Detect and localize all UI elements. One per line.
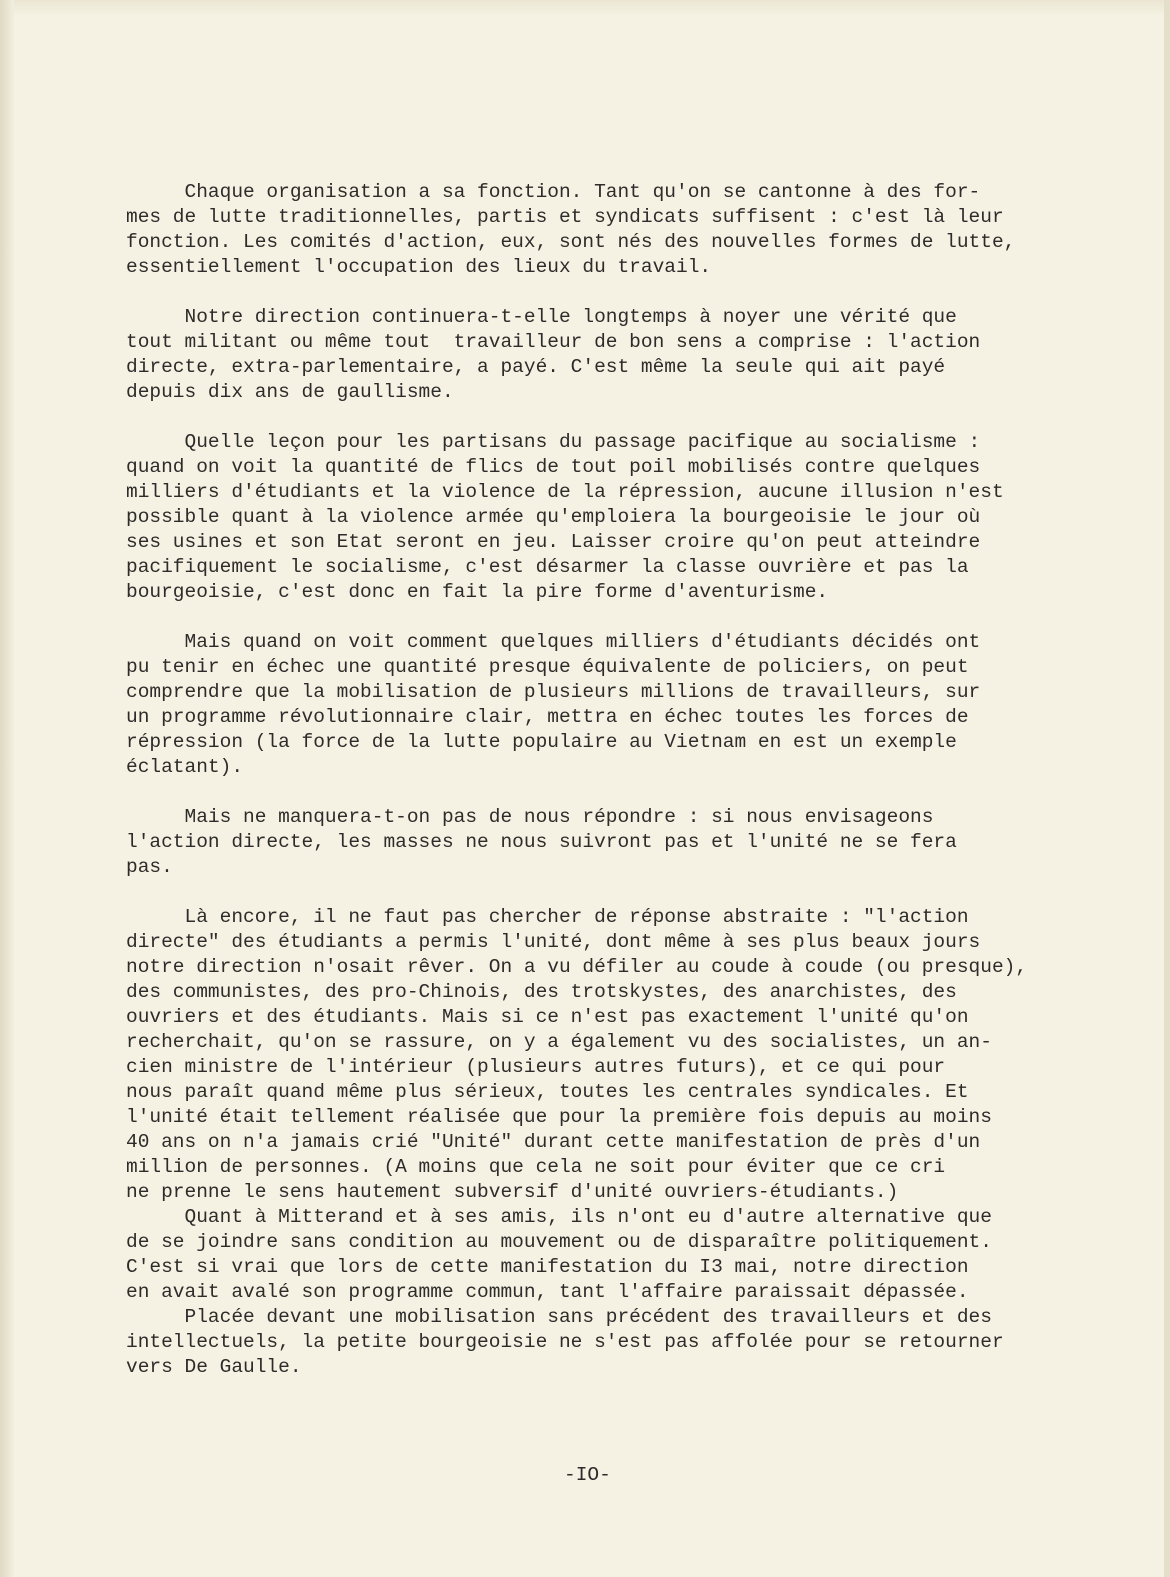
text-line: million de personnes. (A moins que cela ne soit pour éviter que ce cri bbox=[126, 1156, 946, 1178]
paragraph-petite-bourgeoisie bbox=[126, 1305, 1056, 1380]
text-line: ne prenne le sens hautement subversif d'unité ouvriers-étudiants.) bbox=[126, 1181, 899, 1203]
text-line: des communistes, des pro-Chinois, des trotskystes, des anarchistes, des bbox=[126, 981, 957, 1003]
text-line: Notre direction continuera-t-elle longtemps à noyer une vérité que bbox=[126, 306, 957, 328]
text-line: en avait avalé son programme commun, tant l'affaire paraissait dépassée. bbox=[126, 1281, 969, 1303]
text-line: de se joindre sans condition au mouvement ou de disparaître politiquement. bbox=[126, 1231, 992, 1253]
text-line: pu tenir en échec une quantité presque équivalente de policiers, on peut bbox=[126, 656, 969, 678]
text-line: milliers d'étudiants et la violence de la répression, aucune illusion n'est bbox=[126, 481, 1004, 503]
paper-left-edge bbox=[0, 0, 14, 1577]
text-line: nous paraît quand même plus sérieux, toutes les centrales syndicales. Et bbox=[126, 1081, 969, 1103]
text-line: Quelle leçon pour les partisans du passage pacifique au socialisme : bbox=[126, 431, 981, 453]
text-line: l'action directe, les masses ne nous suivront pas et l'unité ne se fera bbox=[126, 831, 957, 853]
text-line: ouvriers et des étudiants. Mais si ce n'est pas exactement l'unité qu'on bbox=[126, 1006, 969, 1028]
text-line: pacifiquement le socialisme, c'est désarmer la classe ouvrière et pas la bbox=[126, 556, 969, 578]
text-line: Placée devant une mobilisation sans précédent des travailleurs et des bbox=[126, 1306, 992, 1328]
text-line: recherchait, qu'on se rassure, on y a également vu des socialistes, un an- bbox=[126, 1031, 992, 1053]
text-line: possible quant à la violence armée qu'emploiera la bourgeoisie le jour où bbox=[126, 506, 981, 528]
text-line: Chaque organisation a sa fonction. Tant qu'on se cantonne à des for- bbox=[126, 181, 981, 203]
text-line: répression (la force de la lutte populaire au Vietnam en est un exemple bbox=[126, 731, 957, 753]
paragraph-direction bbox=[126, 305, 1056, 405]
text-line: 40 ans on n'a jamais crié "Unité" durant cette manifestation de près d'un bbox=[126, 1131, 981, 1153]
text-line: depuis dix ans de gaullisme. bbox=[126, 381, 454, 403]
text-line: notre direction n'osait rêver. On a vu défiler au coude à coude (ou presque), bbox=[126, 956, 1028, 978]
paragraph-unite bbox=[126, 905, 1056, 1205]
paper-top-edge bbox=[0, 0, 1170, 16]
paragraph-mitterand bbox=[126, 1205, 1056, 1305]
text-line: mes de lutte traditionnelles, partis et syndicats suffisent : c'est là leur bbox=[126, 206, 1004, 228]
text-line: bourgeoisie, c'est donc en fait la pire forme d'aventurisme. bbox=[126, 581, 829, 603]
text-line: essentiellement l'occupation des lieux du travail. bbox=[126, 256, 712, 278]
text-line: C'est si vrai que lors de cette manifestation du I3 mai, notre direction bbox=[126, 1256, 969, 1278]
paragraph-lecon bbox=[126, 430, 1056, 605]
text-line: intellectuels, la petite bourgeoisie ne s'est pas affolée pour se retourner bbox=[126, 1331, 1004, 1353]
text-line: directe" des étudiants a permis l'unité, dont même à ses plus beaux jours bbox=[126, 931, 981, 953]
text-line: éclatant). bbox=[126, 756, 244, 778]
text-line: directe, extra-parlementaire, a payé. C'est même la seule qui ait payé bbox=[126, 356, 946, 378]
text-line: un programme révolutionnaire clair, mettra en échec toutes les forces de bbox=[126, 706, 969, 728]
text-line: fonction. Les comités d'action, eux, sont nés des nouvelles formes de lutte, bbox=[126, 231, 1016, 253]
text-line: pas. bbox=[126, 856, 173, 878]
paragraph-organisation bbox=[126, 180, 1056, 280]
text-line: cien ministre de l'intérieur (plusieurs autres futurs), et ce qui pour bbox=[126, 1056, 946, 1078]
text-line: Mais quand on voit comment quelques milliers d'étudiants décidés ont bbox=[126, 631, 981, 653]
text-line: quand on voit la quantité de flics de tout poil mobilisés contre quelques bbox=[126, 456, 981, 478]
page-number: -IO- bbox=[564, 1464, 611, 1486]
text-line: tout militant ou même tout travailleur de bon sens a comprise : l'action bbox=[126, 331, 981, 353]
paragraph-mobilisation bbox=[126, 630, 1056, 780]
text-line: Quant à Mitterand et à ses amis, ils n'ont eu d'autre alternative que bbox=[126, 1206, 992, 1228]
text-line: Là encore, il ne faut pas chercher de réponse abstraite : "l'action bbox=[126, 906, 969, 928]
text-line: ses usines et son Etat seront en jeu. Laisser croire qu'on peut atteindre bbox=[126, 531, 981, 553]
paper-right-edge bbox=[1164, 0, 1170, 1577]
text-line: l'unité était tellement réalisée que pour la première fois depuis au moins bbox=[126, 1106, 992, 1128]
text-line: Mais ne manquera-t-on pas de nous répondre : si nous envisageons bbox=[126, 806, 934, 828]
text-line: comprendre que la mobilisation de plusieurs millions de travailleurs, sur bbox=[126, 681, 981, 703]
typewritten-text bbox=[126, 180, 1056, 1380]
paragraph-objection bbox=[126, 805, 1056, 880]
text-line: vers De Gaulle. bbox=[126, 1356, 302, 1378]
